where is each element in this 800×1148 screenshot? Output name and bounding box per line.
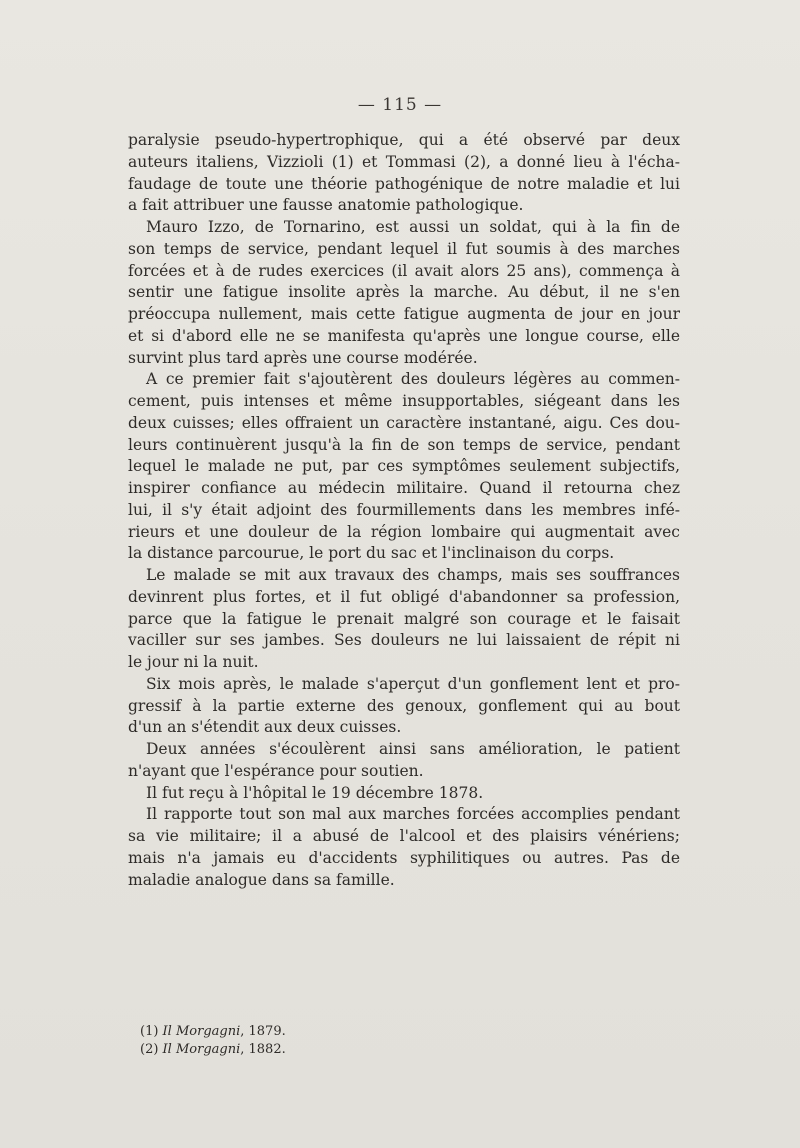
text-line: sentir une fatigue insolite après la marche. Au début, il ne s'en: [128, 283, 680, 302]
text-line: Six mois après, le malade s'aperçut d'un gonflement lent et pro-: [146, 674, 680, 693]
text-line: faudage de toute une théorie pathogénique de notre maladie et lui: [128, 174, 680, 193]
paragraph: [128, 783, 680, 805]
text-line: Deux années s'écoulèrent ainsi sans amélioration, le patient: [146, 740, 680, 758]
text-line: vaciller sur ses jambes. Ses douleurs ne lui laissaient de répit ni: [128, 631, 680, 650]
text-line: n'ayant que l'espérance pour soutien.: [128, 761, 424, 780]
paragraph: [128, 804, 680, 891]
text-line: inspirer confiance au médecin militaire. Quand il retourna chez: [128, 479, 680, 497]
text-line: a fait attribuer une fausse anatomie pathologique.: [128, 196, 524, 215]
footnote-year: 1879.: [248, 1024, 286, 1039]
text-line: maladie analogue dans sa famille.: [128, 870, 395, 889]
text-line: lequel le malade ne put, par ces symptômes seulement subjectifs,: [128, 457, 680, 476]
text-line: Le malade se mit aux travaux des champs, mais ses souffrances: [146, 566, 680, 584]
text-line: Il rapporte tout son mal aux marches forcées accomplies pendant: [146, 805, 680, 824]
text-line: leurs continuèrent jusqu'à la fin de son temps de service, pendant: [128, 435, 680, 454]
text-line: parce que la fatigue le prenait malgré son courage et le faisait: [128, 609, 680, 628]
footnote-number: (2): [140, 1042, 163, 1057]
text-line: A ce premier fait s'ajoutèrent des douleurs légères au commen-: [146, 370, 680, 389]
text-line: deux cuisses; elles offraient un caractère instantané, aigu. Ces dou-: [128, 413, 680, 432]
paragraph: [128, 565, 680, 674]
text-line: Il fut reçu à l'hôpital le 19 décembre 1878.: [146, 783, 484, 802]
footnote-number: (1): [140, 1024, 163, 1039]
text-line: Mauro Izzo, de Tornarino, est aussi un soldat, qui à la fin de: [146, 218, 680, 236]
paragraph: [128, 369, 680, 565]
text-line: cement, puis intenses et même insupportables, siégeant dans les: [128, 392, 680, 410]
text-line: préoccupa nullement, mais cette fatigue augmenta de jour en jour: [128, 305, 680, 323]
body-text: [128, 130, 680, 891]
footnotes: [140, 1023, 680, 1059]
text-line: survint plus tard après une course modérée.: [128, 348, 478, 367]
paragraph: [128, 130, 680, 217]
text-line: la distance parcourue, le port du sac et l'inclinaison du corps.: [128, 544, 615, 563]
text-line: et si d'abord elle ne se manifesta qu'après une longue course, elle: [128, 326, 680, 345]
page-number: — 115 —: [357, 95, 443, 115]
text-line: son temps de service, pendant lequel il fut soumis à des marches: [128, 239, 680, 258]
text-line: auteurs italiens, Vizzioli (1) et Tommasi (2), a donné lieu à l'écha-: [128, 152, 680, 171]
text-line: le jour ni la nuit.: [128, 653, 259, 671]
paragraph: [128, 674, 680, 739]
text-line: paralysie pseudo-hypertrophique, qui a été observé par deux: [128, 131, 680, 149]
text-line: devinrent plus fortes, et il fut obligé d'abandonner sa profession,: [128, 587, 680, 606]
text-line: lui, il s'y était adjoint des fourmillements dans les membres infé-: [128, 500, 680, 519]
text-line: d'un an s'étendit aux deux cuisses.: [128, 718, 402, 737]
footnote-source: Il Morgagni: [162, 1024, 241, 1039]
text-line: sa vie militaire; il a abusé de l'alcool et des plaisirs vénériens;: [128, 827, 680, 845]
text-line: forcées et à de rudes exercices (il avait alors 25 ans), commença à: [128, 261, 680, 280]
text-line: gressif à la partie externe des genoux, gonflement qui au bout: [128, 696, 680, 715]
paragraph: [128, 739, 680, 783]
footnote-year: 1882.: [248, 1042, 286, 1057]
text-line: mais n'a jamais eu d'accidents syphilitiques ou autres. Pas de: [128, 848, 680, 867]
footnote: (1) Il Morgagni, 1879.: [140, 1024, 286, 1039]
footnote: (2) Il Morgagni, 1882.: [140, 1042, 286, 1057]
paragraph: [128, 217, 680, 369]
footnote-source: Il Morgagni: [162, 1042, 241, 1057]
text-line: rieurs et une douleur de la région lombaire qui augmentait avec: [128, 522, 680, 541]
